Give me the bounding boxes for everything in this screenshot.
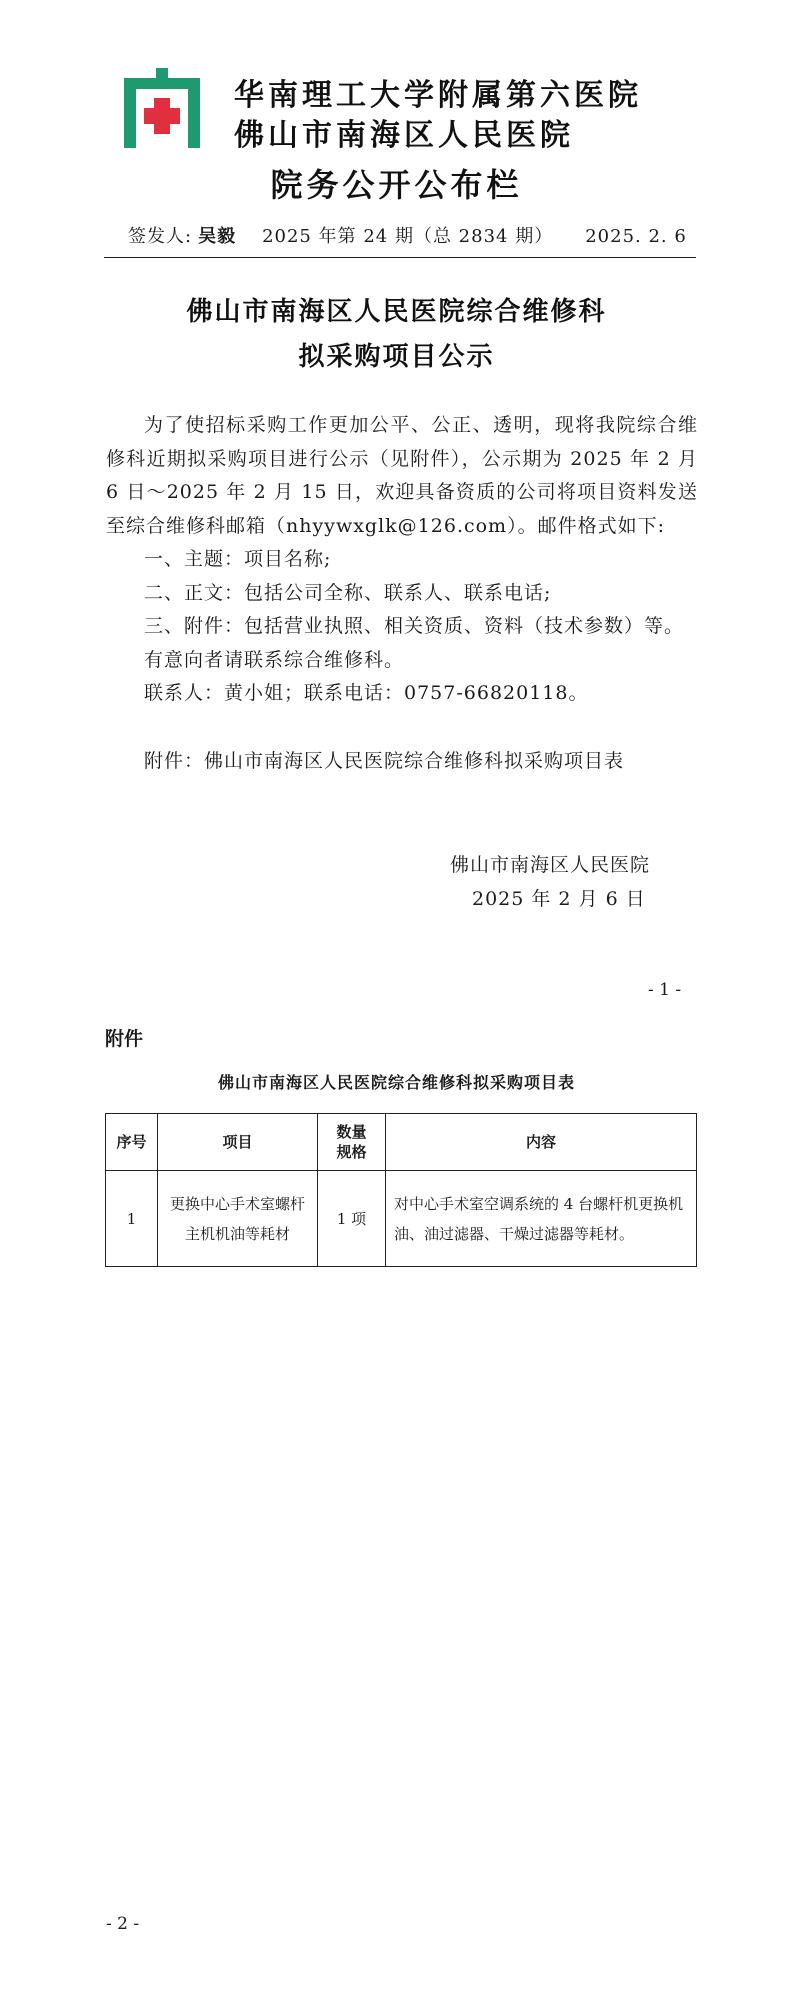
signer-label: 签发人: — [128, 226, 193, 247]
signature-date: 2025 年 2 月 6 日 — [472, 888, 646, 910]
page-number-1: - 1 - — [648, 980, 682, 1000]
issue-date: 2025. 2. 6 — [585, 226, 687, 247]
notice-contact-info: 联系人：黄小姐；联系电话：0757-66820118。 — [144, 682, 589, 704]
notice-body — [106, 409, 698, 711]
notice-title-line2: 拟采购项目公示 — [298, 342, 495, 372]
table-header-row — [106, 1114, 697, 1171]
attachment-heading: 附件 — [105, 1028, 144, 1050]
hospital-logo — [124, 68, 200, 148]
notice-paragraph-intro: 为了使招标采购工作更加公平、公正、透明，现将我院综合维修科近期拟采购项目进行公示（见附件），公示期为 2025 年 2 月 6 日～2025 年 2 月 15 日，欢迎具备资质的公司将项目资料发送至综合维修科邮箱（nhyywxglk@126.com）。邮件格式如下: — [106, 414, 698, 537]
hospital-name-primary: 华南理工大学附属第六医院 — [234, 78, 642, 113]
header-divider — [104, 257, 696, 258]
signer-name: 吴毅 — [198, 226, 237, 247]
notice-item-subject: 一、主题：项目名称; — [144, 548, 332, 570]
cell-content: 对中心手术室空调系统的 4 台螺杆机更换机油、油过滤器、干燥过滤器等耗材。 — [386, 1171, 697, 1267]
issue-line — [128, 222, 693, 248]
page-number-2: - 2 - — [106, 1914, 140, 1934]
cell-item: 更换中心手术室螺杆主机机油等耗材 — [158, 1171, 318, 1267]
hospital-name-secondary: 佛山市南海区人民医院 — [234, 118, 574, 153]
header-no: 序号 — [106, 1114, 158, 1171]
attachment-table-title: 佛山市南海区人民医院综合维修科拟采购项目表 — [217, 1073, 575, 1092]
table-row — [106, 1171, 697, 1267]
issue-number: 2025 年第 24 期（总 2834 期） — [262, 226, 554, 247]
attachment-reference: 附件：佛山市南海区人民医院综合维修科拟采购项目表 — [144, 750, 625, 772]
notice-contact-invite: 有意向者请联系综合维修科。 — [144, 648, 405, 671]
procurement-table — [105, 1113, 697, 1267]
header-content: 内容 — [386, 1114, 697, 1171]
board-title: 院务公开公布栏 — [270, 166, 523, 204]
notice-title-line1: 佛山市南海区人民医院综合维修科 — [186, 297, 607, 327]
header-quantity: 数量 规格 — [318, 1114, 386, 1171]
signature-organization: 佛山市南海区人民医院 — [450, 854, 651, 876]
cell-no: 1 — [106, 1171, 158, 1267]
notice-item-body: 二、正文：包括公司全称、联系人、联系电话; — [144, 581, 552, 604]
notice-item-attachments: 三、附件：包括营业执照、相关资质、资料（技术参数）等。 — [144, 615, 685, 637]
cell-quantity: 1 项 — [318, 1171, 386, 1267]
header-item: 项目 — [158, 1114, 318, 1171]
